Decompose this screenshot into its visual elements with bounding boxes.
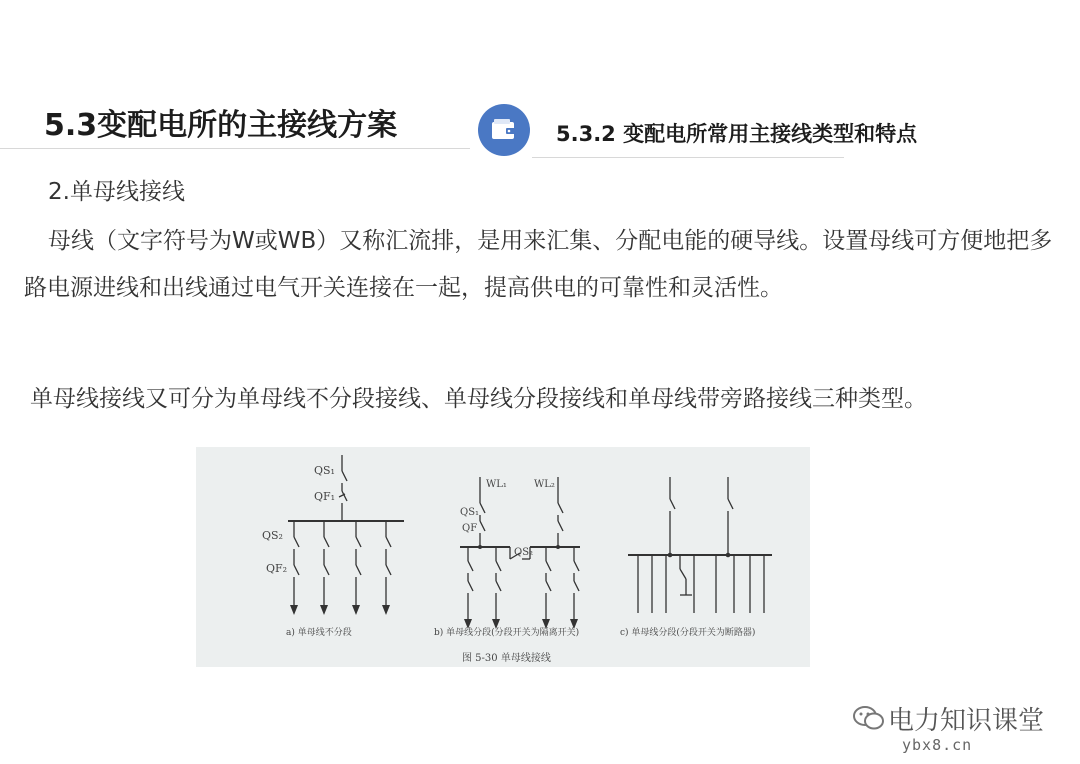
label-qs2-b: QS₂ xyxy=(514,547,534,558)
main-title: 5.3变配电所的主接线方案 xyxy=(44,108,398,143)
caption-a: a) 单母线不分段 xyxy=(286,628,352,638)
wechat-icon xyxy=(852,704,886,736)
sub-title: 5.3.2 变配电所常用主接线类型和特点 xyxy=(556,122,918,146)
label-wl2: WL₂ xyxy=(534,479,555,490)
paragraph-text: 母线（文字符号为W或WB）又称汇流排，是用来汇集、分配电能的硬导线。设置母线可方便地把多路电源进线和出线通过电气开关连接在一起，提高供电的可靠性和灵活性。 xyxy=(24,228,1053,301)
wallet-icon xyxy=(490,117,518,143)
figure-drawing xyxy=(196,447,810,667)
label-wl1: WL₁ xyxy=(486,479,507,490)
badge xyxy=(478,104,530,156)
watermark-text: 电力知识课堂 xyxy=(888,706,1045,736)
label-qf-b: QF xyxy=(462,523,478,534)
caption-c: c) 单母线分段(分段开关为断路器) xyxy=(620,628,756,638)
label-qf2: QF₂ xyxy=(266,562,288,575)
watermark-url: ybx8.cn xyxy=(902,736,973,754)
wiring-figure xyxy=(196,447,810,667)
paragraph xyxy=(24,218,1054,312)
label-qf1: QF₁ xyxy=(314,490,336,503)
section-heading: 2.单母线接线 xyxy=(48,179,185,205)
figure-caption: 图 5-30 单母线接线 xyxy=(462,653,551,664)
caption-b: b) 单母线分段(分段开关为隔离开关) xyxy=(434,628,580,638)
label-qs1: QS₁ xyxy=(314,464,335,477)
sub-title-divider xyxy=(532,157,844,158)
label-qs1-b: QS₁ xyxy=(460,507,480,518)
summary-text: 单母线接线又可分为单母线不分段接线、单母线分段接线和单母线带旁路接线三种类型。 xyxy=(30,386,927,412)
title-divider xyxy=(0,148,470,149)
label-qs2: QS₂ xyxy=(262,529,283,542)
